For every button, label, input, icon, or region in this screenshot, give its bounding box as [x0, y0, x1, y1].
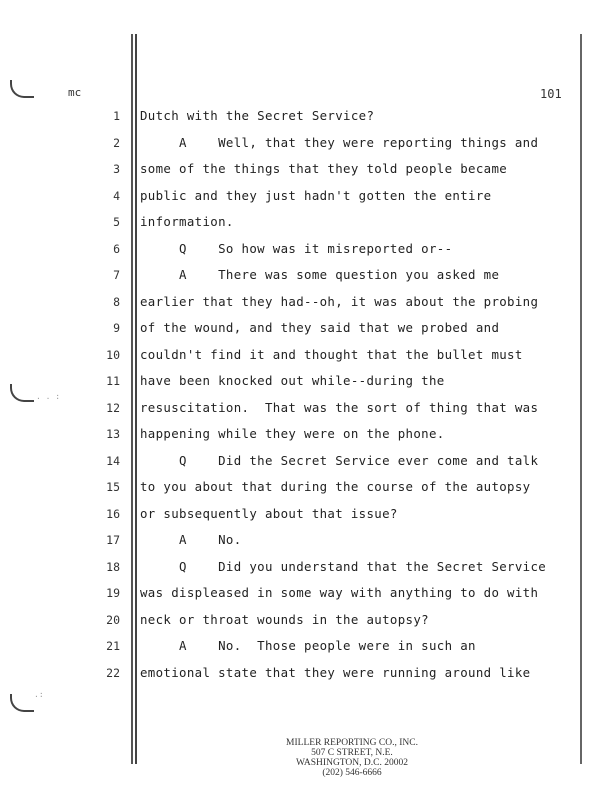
line-text: or subsequently about that issue? [140, 505, 398, 521]
line-number: 3 [113, 162, 120, 176]
line-number: 2 [113, 135, 120, 150]
line-text: have been knocked out while--during the [140, 373, 445, 388]
line-text: Q Did the Secret Service ever come and talk [140, 452, 539, 468]
line-text: information. [140, 214, 234, 229]
punch-hole-mark-bottom [10, 694, 34, 712]
line-text: of the wound, and they said that we probed and [140, 320, 500, 335]
transcript-line [0, 558, 612, 585]
line-number: 12 [106, 400, 120, 415]
footer-phone: (202) 546-6666 [322, 768, 382, 778]
line-text: to you about that during the course of the autopsy [140, 479, 531, 494]
line-text: A No. [140, 532, 242, 547]
transcript-line [0, 187, 612, 214]
transcript-line [0, 160, 612, 187]
line-number: 7 [113, 268, 120, 282]
line-number: 6 [113, 241, 120, 256]
transcript-line [0, 478, 612, 505]
transcript-lines [0, 107, 612, 690]
transcript-line [0, 611, 612, 638]
line-text: some of the things that they told people became [140, 161, 508, 176]
line-number: 8 [113, 294, 120, 309]
line-text: emotional state that they were running around like [140, 664, 531, 680]
reporting-company-footer [232, 738, 472, 778]
line-text: A There was some question you asked me [140, 267, 500, 282]
line-number: 13 [106, 427, 120, 441]
transcript-line [0, 372, 612, 399]
transcript-line [0, 452, 612, 479]
page-number: 101 [540, 87, 562, 101]
line-number: 10 [106, 347, 120, 362]
line-text: Q So how was it misreported or-- [140, 240, 453, 256]
line-number: 9 [113, 321, 120, 335]
line-text: was displeased in some way with anything to do with [140, 585, 539, 600]
transcript-line [0, 505, 612, 532]
line-text: neck or throat wounds in the autopsy? [140, 611, 429, 627]
line-number: 4 [113, 188, 120, 203]
transcript-line [0, 584, 612, 611]
line-text: couldn't find it and thought that the bullet must [140, 346, 523, 362]
transcript-line [0, 134, 612, 161]
transcript-line [0, 399, 612, 426]
line-number: 14 [106, 453, 120, 468]
transcript-line [0, 664, 612, 691]
transcript-line [0, 531, 612, 558]
footer-company: MILLER REPORTING CO., INC. [286, 738, 418, 748]
line-number: 22 [106, 665, 120, 680]
line-number: 15 [106, 480, 120, 494]
punch-hole-mark-top [10, 80, 34, 98]
line-number: 19 [106, 586, 120, 600]
line-number: 18 [106, 559, 120, 574]
line-number: 17 [106, 533, 120, 547]
line-text: happening while they were on the phone. [140, 426, 445, 441]
line-number: 11 [106, 374, 120, 388]
line-number: 21 [106, 639, 120, 653]
transcript-line [0, 637, 612, 664]
transcript-line [0, 346, 612, 373]
scan-specks: .: [34, 690, 44, 699]
line-text: public and they just hadn't gotten the entire [140, 187, 492, 203]
transcript-line [0, 319, 612, 346]
transcript-line [0, 266, 612, 293]
scan-specks: . . : [36, 392, 61, 401]
line-text: Q Did you understand that the Secret Service [140, 558, 547, 574]
transcript-line [0, 293, 612, 320]
transcript-line [0, 107, 612, 134]
line-text: resuscitation. That was the sort of thing that was [140, 399, 539, 415]
transcript-line [0, 425, 612, 452]
reporter-marker: mc [68, 86, 82, 99]
transcript-line [0, 240, 612, 267]
footer-street: 507 C STREET, N.E. [311, 748, 393, 758]
line-number: 1 [113, 109, 120, 123]
transcript-line [0, 213, 612, 240]
line-text: A Well, that they were reporting things and [140, 134, 539, 150]
line-number: 20 [106, 612, 120, 627]
line-number: 5 [113, 215, 120, 229]
line-text: A No. Those people were in such an [140, 638, 476, 653]
line-text: Dutch with the Secret Service? [140, 108, 375, 123]
line-text: earlier that they had--oh, it was about the probing [140, 293, 539, 309]
footer-city: WASHINGTON, D.C. 20002 [296, 758, 408, 768]
line-number: 16 [106, 506, 120, 521]
